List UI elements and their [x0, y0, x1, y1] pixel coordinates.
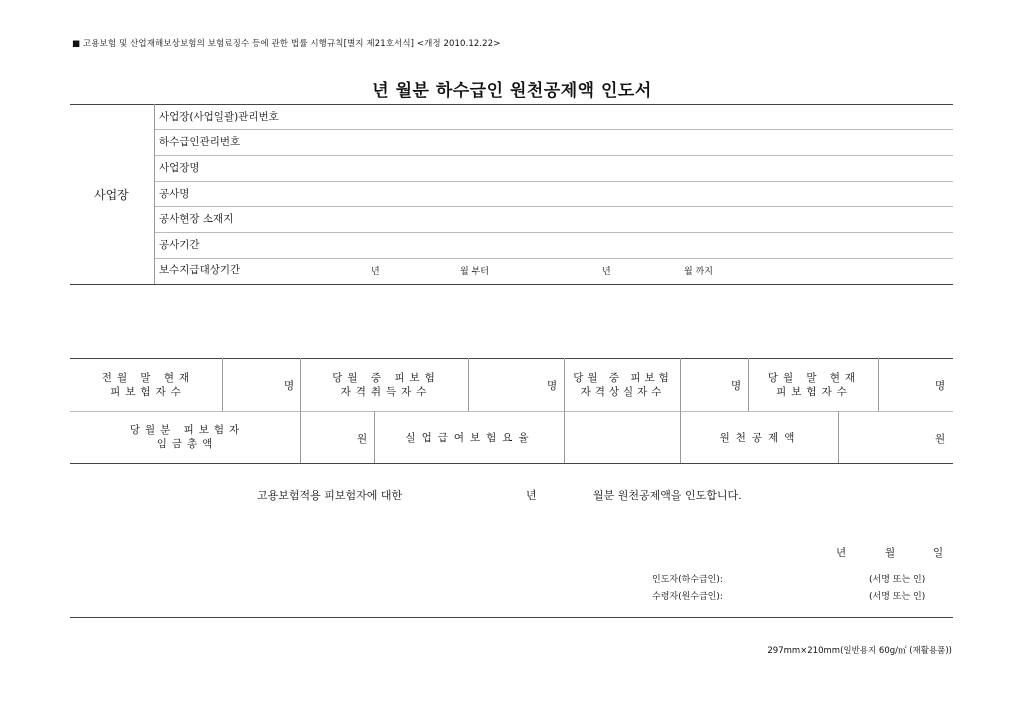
- unit-persons: 명: [547, 380, 558, 392]
- period-year-to: 년: [602, 267, 611, 277]
- label-line: 피보험자수: [110, 386, 186, 398]
- insurance-rate-label: 실업급여보험요율: [405, 432, 535, 444]
- subcontractor-mgmt-no-label: 하수급인관리번호: [159, 136, 241, 148]
- divider: [154, 258, 953, 259]
- construction-period-label: 공사기간: [159, 239, 200, 251]
- divider: [154, 232, 953, 233]
- label-line: 당월 중 피보험: [332, 372, 440, 384]
- label-line: 임금총액: [156, 438, 218, 450]
- label-line: 전월 말 현재: [101, 372, 195, 384]
- divider: [838, 411, 839, 463]
- label-line: 자격상실자수: [580, 386, 666, 398]
- label-line: 당월 말 현재: [767, 372, 861, 384]
- current-month-insured-label: [750, 371, 878, 399]
- divider: [564, 358, 565, 411]
- divider: [70, 284, 953, 285]
- divider: [154, 181, 953, 182]
- statement-year: 년: [526, 489, 537, 502]
- statement-prefix: 고용보험적용 피보험자에 대한: [257, 489, 403, 502]
- date-month: 월: [885, 547, 896, 559]
- period-month-from: 월 부터: [460, 267, 489, 277]
- divider: [70, 617, 953, 618]
- divider: [70, 104, 953, 105]
- form-reference-note: ■ 고용보험 및 산업재해보상보험의 보험료징수 등에 관한 법률 시행규칙[별지 제21호서식] <개정 2010.12.22>: [72, 39, 501, 49]
- deliverer-sign: (서명 또는 인): [869, 575, 926, 585]
- payment-period-label: 보수지급대상기간: [159, 264, 241, 276]
- divider: [300, 411, 301, 463]
- unit-won: 원: [357, 433, 368, 445]
- divider: [300, 358, 301, 411]
- date-day: 일: [933, 547, 944, 559]
- site-mgmt-no-label: 사업장(사업일괄)관리번호: [159, 111, 279, 123]
- divider: [70, 463, 953, 464]
- deliverer-label: 인도자(하수급인):: [652, 575, 723, 585]
- site-name-label: 사업장명: [159, 162, 200, 174]
- total-wage-label: [74, 423, 300, 451]
- page-title: 년 월분 하수급인 원천공제액 인도서: [372, 81, 652, 101]
- divider: [154, 104, 155, 284]
- withholding-amount-label: 원천공제액: [719, 432, 801, 444]
- label-line: 당월분 피보험자: [129, 424, 245, 436]
- unit-won: 원: [935, 433, 946, 445]
- period-year-from: 년: [371, 267, 380, 277]
- unit-persons: 명: [731, 380, 742, 392]
- divider: [468, 358, 469, 411]
- label-line: 피보험자수: [776, 386, 852, 398]
- date-year: 년: [836, 547, 847, 559]
- divider: [154, 155, 953, 156]
- divider: [70, 358, 953, 359]
- unit-persons: 명: [284, 380, 295, 392]
- divider: [70, 411, 953, 412]
- label-line: 당월 중 피보험: [573, 372, 673, 384]
- divider: [222, 358, 223, 411]
- acquired-insured-label: [304, 371, 468, 399]
- divider: [374, 411, 375, 463]
- unit-persons: 명: [935, 380, 946, 392]
- divider: [154, 206, 953, 207]
- divider: [878, 358, 879, 411]
- receiver-sign: (서명 또는 인): [869, 592, 926, 602]
- site-location-label: 공사현장 소재지: [159, 213, 234, 225]
- construction-name-label: 공사명: [159, 188, 190, 200]
- divider: [680, 358, 681, 411]
- divider: [680, 411, 681, 463]
- divider: [748, 358, 749, 411]
- period-month-to: 월 까지: [684, 267, 713, 277]
- divider: [564, 411, 565, 463]
- label-line: 자격취득자수: [340, 386, 432, 398]
- lost-insured-label: [566, 371, 680, 399]
- site-group-label: 사업장: [94, 188, 129, 202]
- prev-month-insured-label: [74, 371, 222, 399]
- divider: [154, 129, 953, 130]
- paper-spec-footer: 297mm×210mm(일반용지 60g/㎡ (재활용품)): [767, 646, 952, 656]
- statement-suffix: 월분 원천공제액을 인도합니다.: [593, 489, 742, 502]
- receiver-label: 수령자(원수급인):: [652, 592, 723, 602]
